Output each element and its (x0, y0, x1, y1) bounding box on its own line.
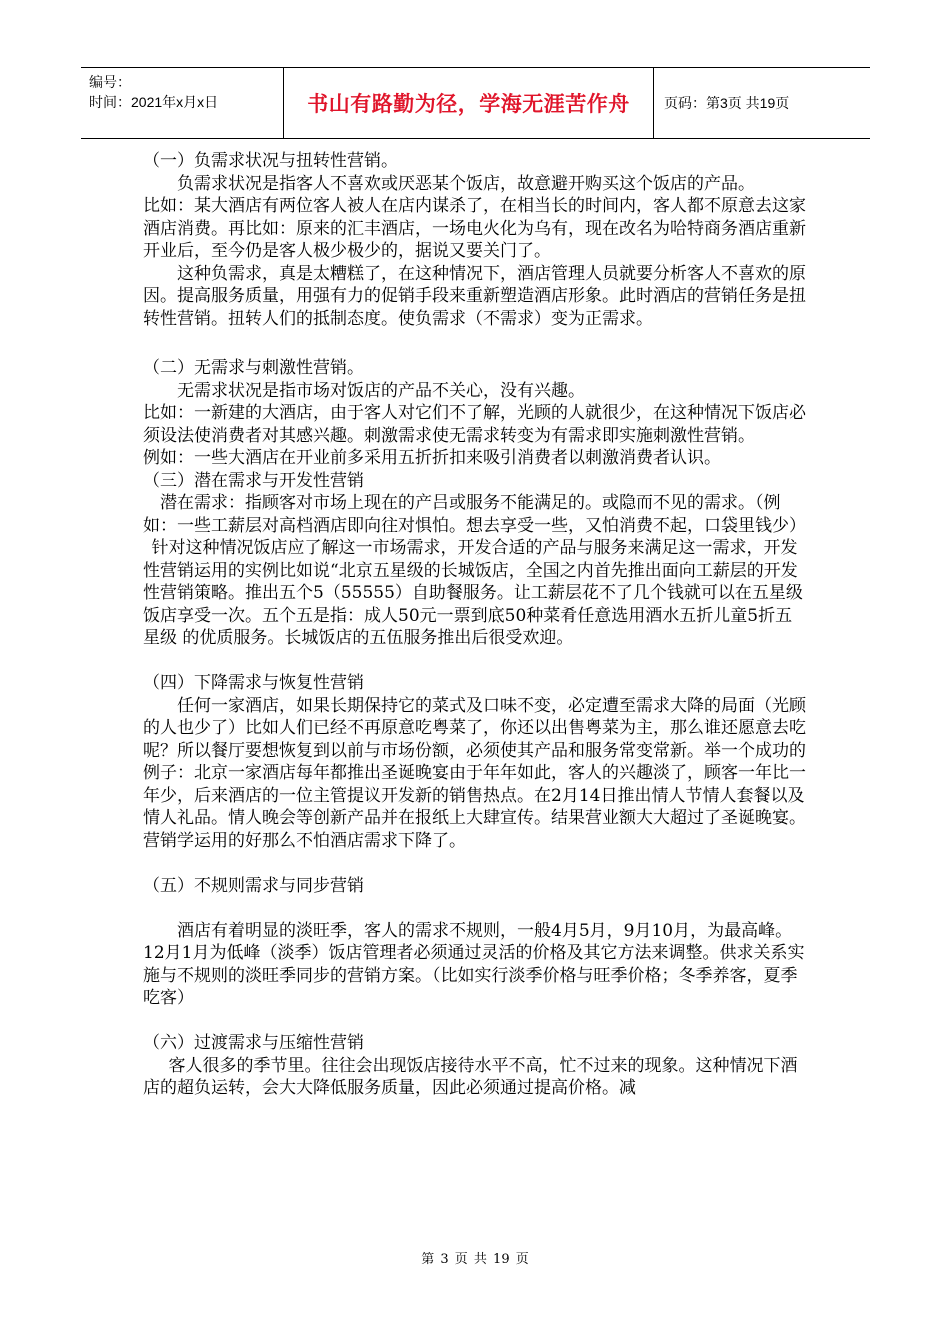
date-label: 时间：2021年x月x日 (89, 94, 219, 110)
section-title: （四）下降需求与恢复性营销 (143, 673, 364, 693)
paragraph: 比如：一新建的大酒店，由于客人对它们不了解，光顾的人就很少，在这种情况下饭店必须设法使消费者对其感兴趣。刺激需求使无需求转变为有需求即实施刺激性营销。 (143, 403, 806, 446)
paragraph: 比如：某大酒店有两位客人被人在店内谋杀了，在相当长的时间内，客人都不原意去这家酒店消费。再比如：原来的汇丰酒店，一场电火化为乌有，现在改名为哈特商务酒店重新开业后，至今仍是客人极少极少的，据说又要关门了。 (143, 196, 806, 261)
motto-text: 书山有路勤为径，学海无涯苦作舟 (307, 92, 630, 116)
header-page-info (654, 68, 870, 138)
document-body (143, 150, 808, 1100)
section-title: （一）负需求状况与扭转性营销。 (143, 151, 398, 171)
paragraph: 潜在需求：指顾客对市场上现在的产吕或服务不能满足的。或隐而不见的需求。（例如：一些工薪层对高档酒店即向往对惧怕。想去享受一些，又怕消费不起，口袋里钱少） (143, 493, 806, 536)
spacer (143, 852, 808, 875)
paragraph: 针对这种情况饭店应了解这一市场需求，开发合适的产品与服务来满足这一需求，开发性营销运用的实例比如说“北京五星级的长城饭店，全国之内首先推出面向工薪层的开发性营销策略。推出五个5（55555）自助餐服务。让工薪层花不了几个钱就可以在五星级饭店享受一次。五个五是指：成人50元一票到底50种菜肴任意选用酒水五折儿童5折五星级 的优质服务。长城饭店的五伍服务推出后很受欢迎。 (143, 538, 803, 648)
spacer (143, 330, 808, 357)
section-title: （二）无需求与刺激性营销。 (143, 358, 364, 378)
paragraph: 这种负需求，真是太糟糕了，在这种情况下，酒店管理人员就要分析客人不喜欢的原因。提高服务质量，用强有力的促销手段来重新塑造酒店形象。此时酒店的营销任务是扭转性营销。扭转人们的抵制态度。使负需求（不需求）变为正需求。 (143, 263, 806, 329)
section-title: （六）过渡需求与压缩性营销 (143, 1033, 364, 1053)
paragraph: 酒店有着明显的淡旺季，客人的需求不规则，一般4月5月，9月10月，为最高峰。12月1月为低峰（淡季）饭店管理者必须通过灵活的价格及其它方法来调整。供求关系实施与不规则的淡旺季同步的营销方案。（比如实行淡季价格与旺季价格；冬季养客，夏季吃客） (143, 920, 805, 1008)
spacer (143, 1010, 808, 1033)
spacer (143, 897, 808, 920)
paragraph: 客人很多的季节里。往往会出现饭店接待水平不高，忙不过来的现象。这种情况下酒店的超负运转，会大大降低服务质量，因此必须通过提高价格。减 (143, 1055, 798, 1098)
number-label: 编号： (89, 74, 131, 90)
section-title: （三）潜在需求与开发性营销 (143, 470, 364, 491)
paragraph: 负需求状况是指客人不喜欢或厌恶某个饭店，故意避开购买这个饭店的产品。 (177, 173, 755, 194)
page-info-text: 页码：第3页 共19页 (664, 95, 790, 111)
header-motto-cell (284, 68, 654, 138)
page-header (81, 67, 870, 139)
section-title: （五）不规则需求与同步营销 (143, 875, 364, 896)
spacer (143, 650, 808, 673)
paragraph: 无需求状况是指市场对饭店的产品不关心，没有兴趣。 (177, 380, 585, 401)
paragraph: 任何一家酒店，如果长期保持它的菜式及口味不变，必定遭至需求大降的局面（光顾的人也少了）比如人们已经不再原意吃粤菜了，你还以出售粤菜为主，那么谁还愿意去吃呢？所以餐厅要想恢复到以前与市场份额，必须使其产品和服务常变常新。举一个成功的例子：北京一家酒店每年都推出圣诞晚宴由于年年如此，客人的兴趣淡了，顾客一年比一年少，后来酒店的一位主管提议开发新的销售热点。在2月14日推出情人节情人套餐以及情人礼品。情人晚会等创新产品并在报纸上大肆宣传。结果营业额大大超过了圣诞晚宴。营销学运用的好那么不怕酒店需求下降了。 (143, 695, 806, 851)
header-meta (81, 68, 284, 138)
paragraph: 例如：一些大酒店在开业前多采用五折折扣来吸引消费者以刺激消费者认识。 (143, 448, 721, 468)
page-footer: 第 3 页 共 19 页 (421, 1252, 529, 1267)
